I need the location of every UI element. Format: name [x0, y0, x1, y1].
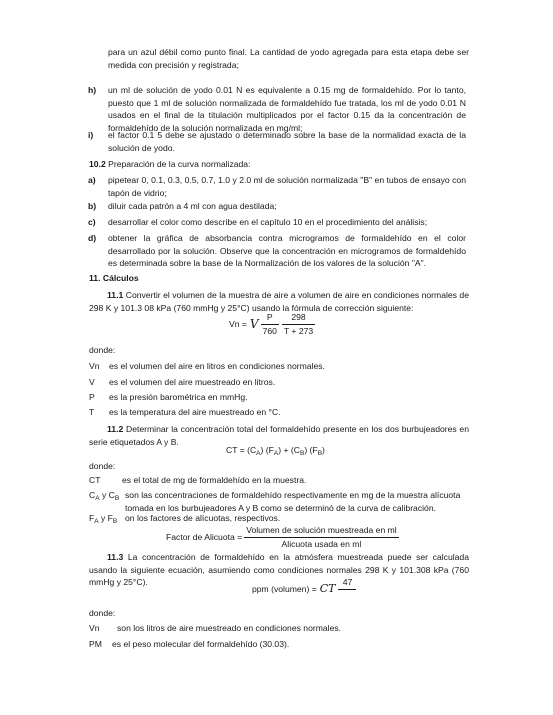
- list-label: b): [88, 201, 97, 211]
- paragraph-11-1: 11.1 Convertir el volumen de la muestra de aire a volumen de aire en condiciones normales de 298 K y 101.3 08 kPa (760 mmHg y 25°C) usando la fórmula de corrección siguiente:: [89, 290, 469, 313]
- list-text: un ml de solución de yodo 0.01 N es equivalente a 0.15 mg de formaldehído. Por lo tanto, puesto que 1 ml de solución normalizada de formaldehído fue tratada, los ml de yodo 0.01 N usados en el final de la titulación multiplicados por el factor 0.15 da la concentración de formaldehído de la solución normalizada en mg/ml;: [108, 85, 466, 133]
- section-10-2-heading: [89, 158, 250, 171]
- donde-label: donde:: [89, 461, 116, 471]
- donde-label: donde:: [89, 345, 116, 355]
- list-label: c): [88, 217, 96, 227]
- equation-ppm: ppm (volumen) = CT 47: [252, 576, 356, 602]
- paragraph-11-2: 11.2 Determinar la concentración total del formaldehído presente en los dos burbujeadores en serie etiquetados A y B.: [89, 424, 469, 447]
- list-text: obtener la gráfica de absorbancia contra microgramos de formaldehído en el color desarrollado por la solución. Observe que la concentración en microgramos de formaldehído es determinada sobre la base de la Normalización de los valores de la solución "A".: [108, 233, 466, 269]
- equation-fraction: $\frac{P}{760}$: [262, 312, 277, 336]
- list-label: h): [88, 85, 97, 95]
- list-text: desarrollar el color como describe en el capítulo 10 en el procedimiento del análisis;: [108, 217, 428, 227]
- equation-fraction: $\frac{\text{Volumen de solución muestreada en ml}}{\text{Alicuota usada en ml}}$: [246, 525, 397, 549]
- list-text: pipetear 0, 0.1, 0.3, 0.5, 0.7, 1.0 y 2.0 ml de solución normalizada "B" en tubos de ensayo con tapón de vidrio;: [108, 175, 466, 198]
- section-number: 10.2: [89, 159, 106, 169]
- donde-label: donde:: [89, 608, 116, 618]
- equation-ct: CT = $(C_A) (F_A) + (C_B)$ $(F_B)$: [226, 445, 325, 457]
- list-label: a): [88, 175, 96, 185]
- equation-factor-alicuota: Factor de Alicuota = $\frac{\text{Volumen de solución muestreada en ml}}{\text{Alicuota usada en ml}}$: [166, 525, 397, 549]
- paragraph-11-3: 11.3 La concentración de formaldehído en la atmósfera muestreada puede ser calculada usando la siguiente ecuación, asumiendo como condiciones normales 298 K y 101.308 kPa (760 mmHg y 25°C).: [89, 552, 469, 588]
- list-text: diluir cada patrón a 4 ml con agua destilada;: [108, 201, 277, 211]
- equation-variable: CT: [319, 581, 336, 595]
- equation-fraction: 47: [338, 576, 356, 602]
- section-11-heading: 11. Cálculos: [89, 273, 139, 283]
- list-label: d): [88, 233, 97, 243]
- list-text: el factor 0.1 5 debe se ajustado o determinado sobre la base de la normalidad exacta de la solución de yodo.: [108, 130, 466, 153]
- section-title: Preparación de la curva normalizada:: [108, 159, 251, 169]
- list-label: i): [88, 130, 94, 140]
- equation-fraction: $\frac{298}{T + 273}$: [283, 312, 314, 336]
- equation-variable: V: [249, 316, 258, 331]
- item-g-continuation: para un azul débil como punto final. La cantidad de yodo agregada para esta etapa debe ser medida con precisión y registrada;: [108, 47, 469, 70]
- equation-vn: Vn = V $\frac{P}{760}$ $\frac{298}{T + 273}$: [229, 312, 314, 336]
